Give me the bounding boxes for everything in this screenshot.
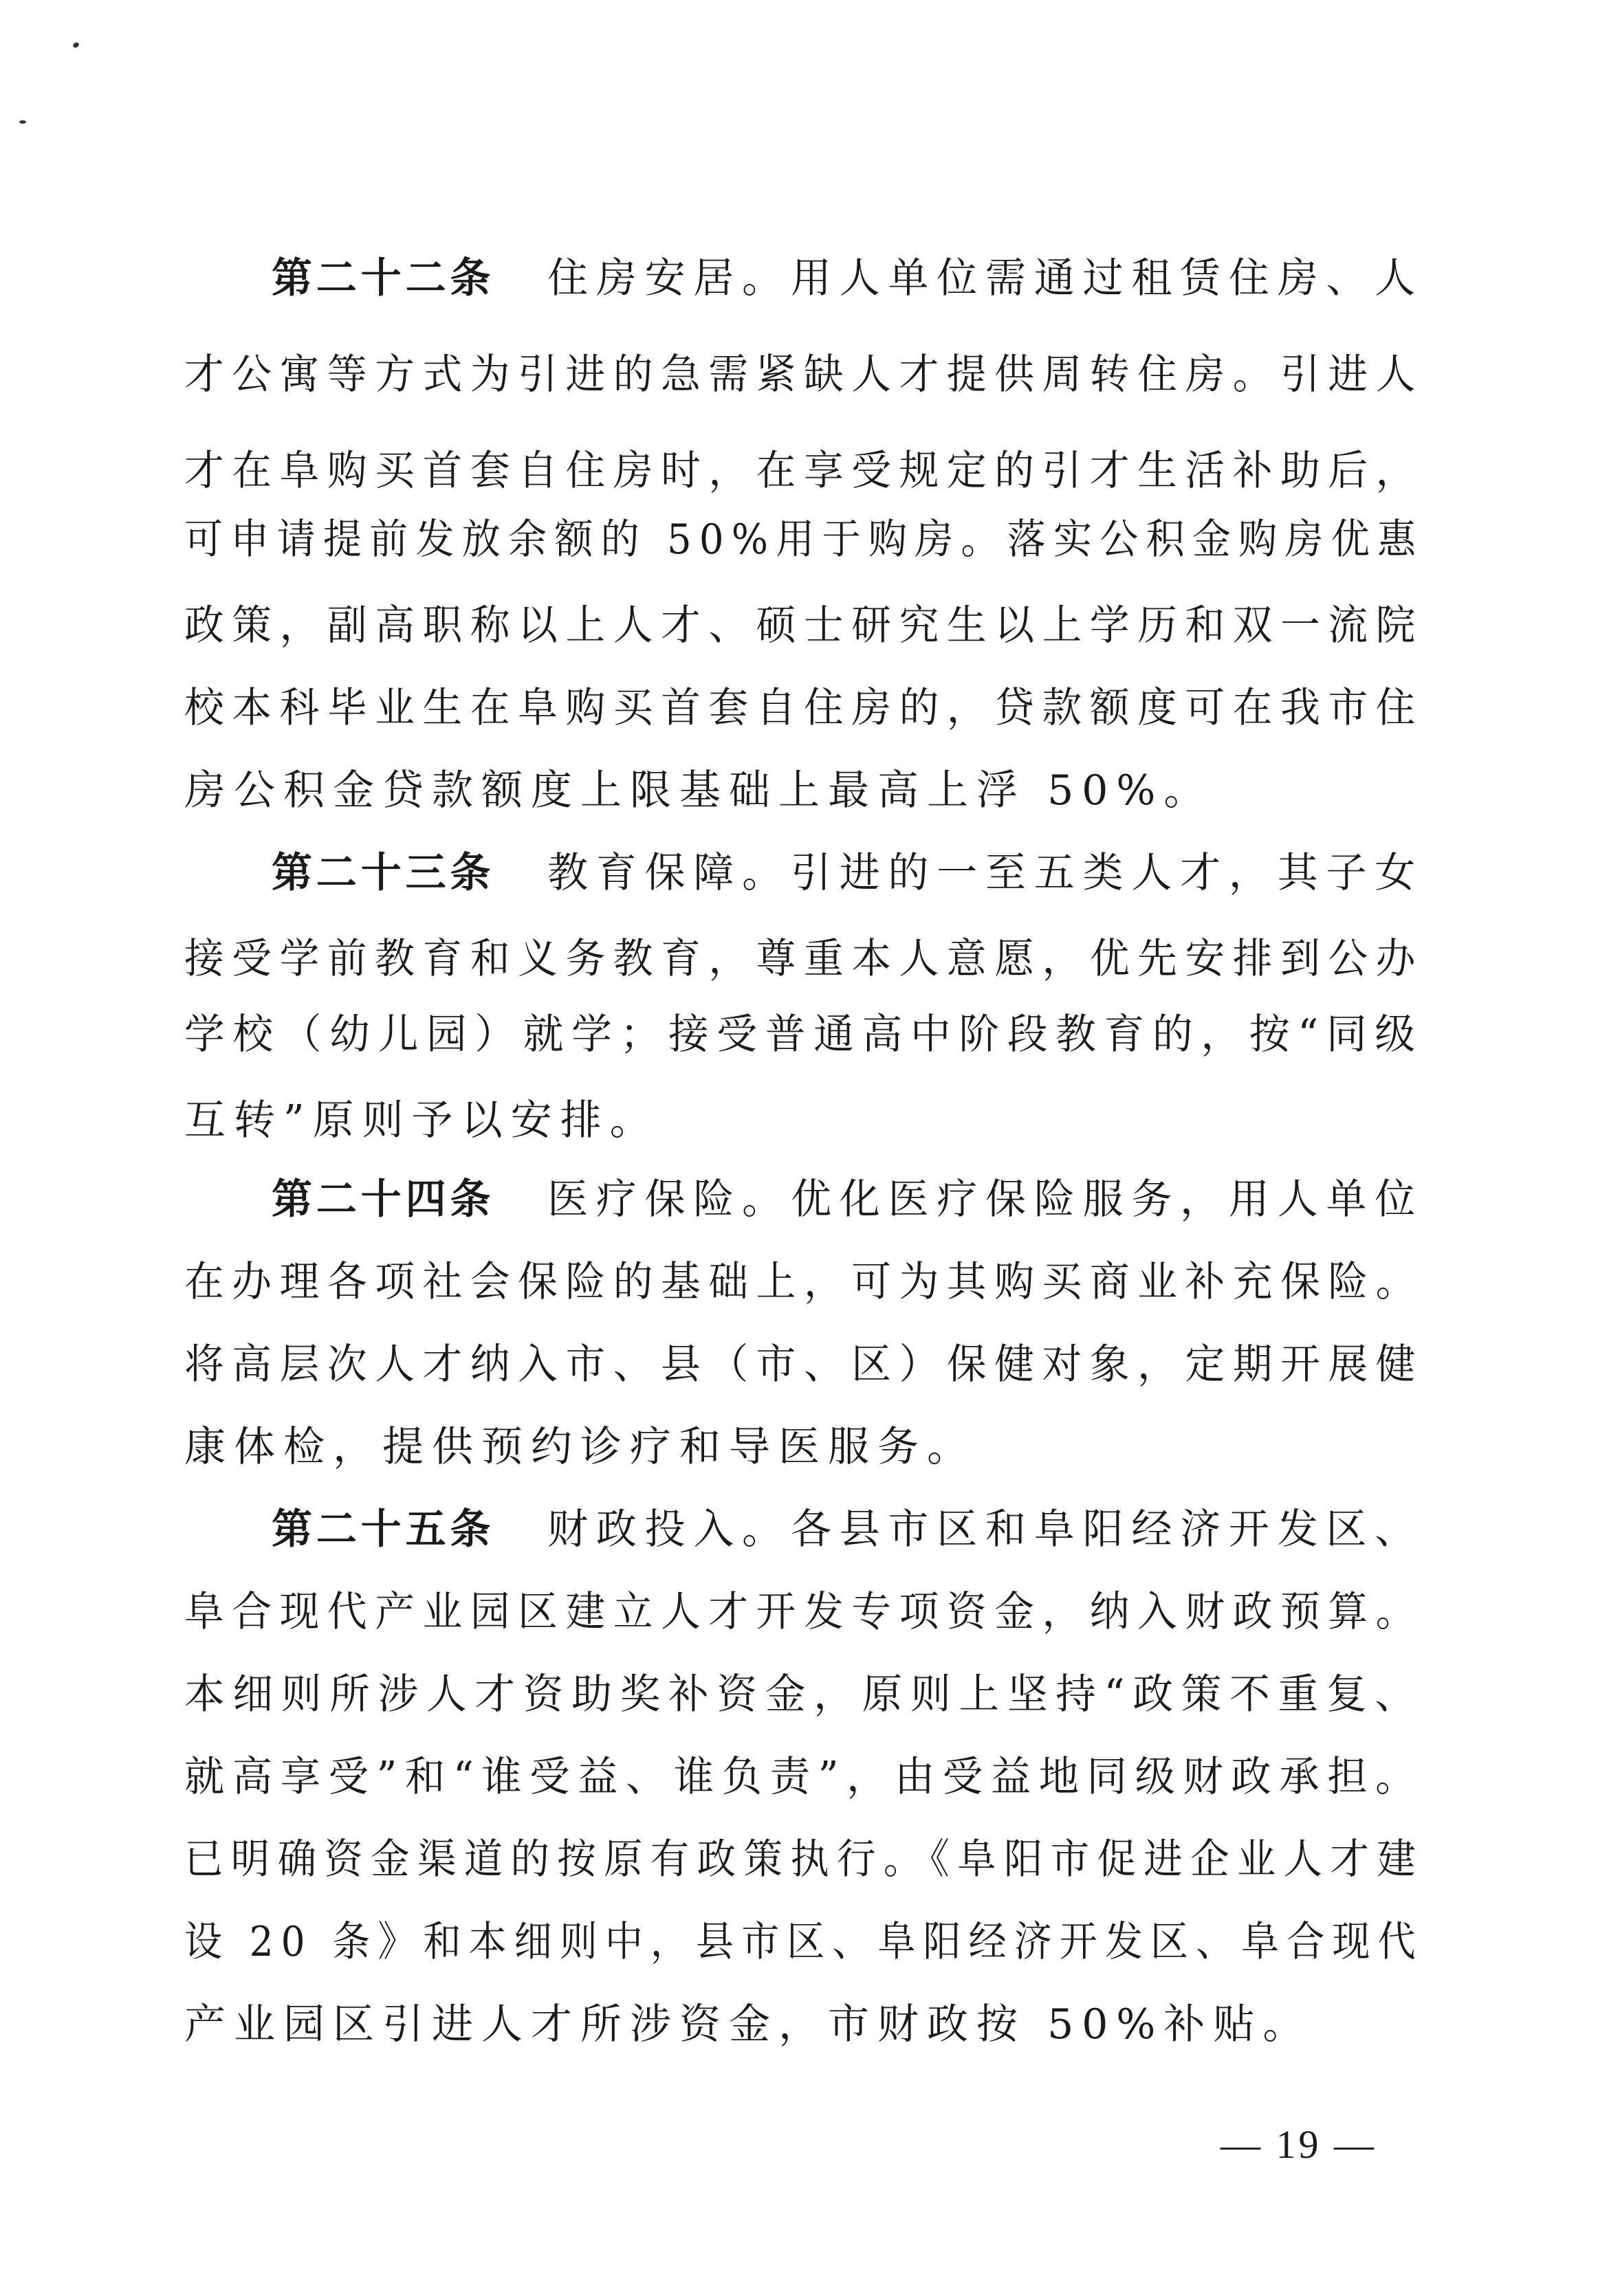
- article-text: 教育保障。引进的一至五类人才，其子女: [547, 849, 1424, 897]
- article-line: 将高层次人才纳入市、县（市、区）保健对象，定期开展健: [184, 1340, 1423, 1389]
- article-heading: 第二十三条: [272, 849, 495, 897]
- article-line: 产业园区引进人才所涉资金，市财政按 50%补贴。: [184, 2000, 1313, 2049]
- article-first-line: [272, 846, 1423, 901]
- article-first-line: [272, 251, 1423, 306]
- scan-speck: [19, 120, 26, 124]
- article-line: 政策，副高职称以上人才、硕士研究生以上学历和双一流院: [184, 601, 1423, 650]
- article-heading: 第二十五条: [272, 1505, 495, 1554]
- article-line: 设 20 条》和本细则中，县市区、阜阳经济开发区、阜合现代: [184, 1918, 1423, 1966]
- article-line: 可申请提前发放余额的 50%用于购房。落实公积金购房优惠: [184, 516, 1424, 564]
- article-text: 住房安居。用人单位需通过租赁住房、人: [547, 254, 1424, 302]
- article-line: 已明确资金渠道的按原有政策执行。《阜阳市促进企业人才建: [184, 1835, 1424, 1884]
- article-line: 房公积金贷款额度上限基础上最高上浮 50%。: [184, 766, 1214, 815]
- article-line: 才在阜购买首套自住房时，在享受规定的引才生活补助后，: [184, 447, 1423, 495]
- article-line: 才公寓等方式为引进的急需紧缺人才提供周转住房。引进人: [184, 351, 1423, 399]
- article-heading: 第二十二条: [272, 254, 495, 302]
- article-first-line: [272, 1502, 1423, 1557]
- article-line: 阜合现代产业园区建立人才开发专项资金，纳入财政预算。: [184, 1588, 1423, 1636]
- page-number: — 19 —: [1221, 2122, 1377, 2167]
- article-line: 接受学前教育和义务教育，尊重本人意愿，优先安排到公办: [184, 935, 1423, 983]
- scan-speck: [72, 41, 80, 49]
- article-text: 财政投入。各县市区和阜阳经济开发区、: [547, 1505, 1424, 1554]
- article-line: 本细则所涉人才资助奖补资金，原则上坚持“政策不重复、: [184, 1670, 1423, 1719]
- article-line: 学校（幼儿园）就学；接受普通高中阶段教育的，按“同级: [184, 1011, 1423, 1059]
- article-line: 在办理各项社会保险的基础上，可为其购买商业补充保险。: [184, 1258, 1423, 1306]
- article-first-line: [272, 1172, 1423, 1227]
- article-line: 康体检，提供预约诊疗和导医服务。: [184, 1423, 976, 1471]
- article-line: 就高享受”和“谁受益、谁负责”，由受益地同级财政承担。: [184, 1753, 1424, 1801]
- article-heading: 第二十四条: [272, 1175, 495, 1224]
- article-line: 互转”原则予以安排。: [184, 1096, 659, 1145]
- article-line: 校本科毕业生在阜购买首套自住房的，贷款额度可在我市住: [184, 684, 1423, 732]
- article-text: 医疗保险。优化医疗保险服务，用人单位: [547, 1175, 1424, 1224]
